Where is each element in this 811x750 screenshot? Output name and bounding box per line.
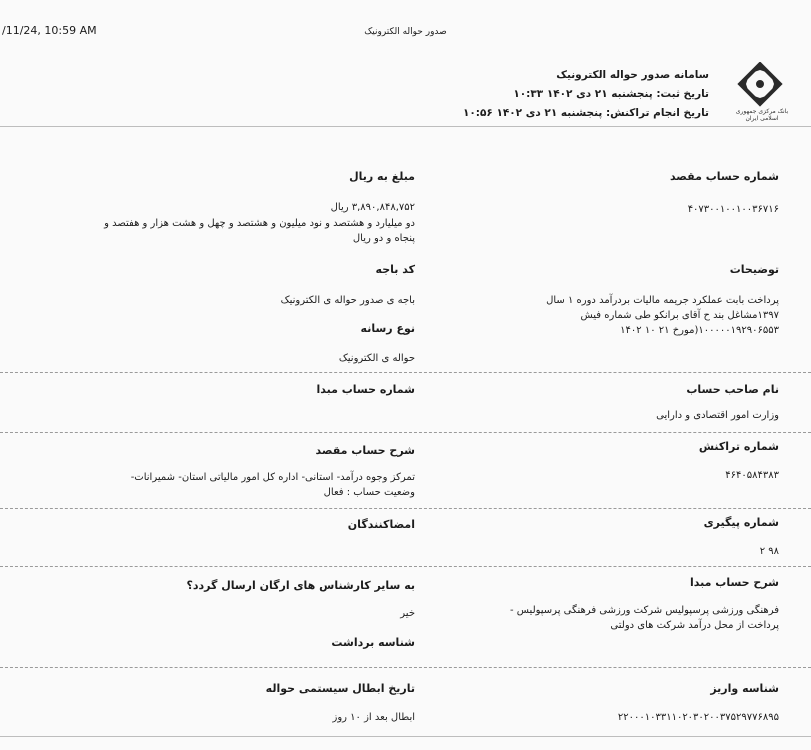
account-owner-value: وزارت امور اقتصادی و دارایی [656, 410, 779, 421]
deposit-id-value: ۲۲۰۰۰۱۰۳۳۱۱۰۲۰۳۰۲۰۰۳۷۵۲۹۷۷۶۸۹۵ [617, 712, 779, 723]
row-divider [0, 508, 811, 509]
amount-label: مبلغ به ریال [349, 170, 415, 183]
system-info [349, 66, 709, 123]
transaction-number-value: ۴۶۴۰۵۸۴۳۸۳ [725, 470, 779, 481]
dest-account-value: ۴۰۷۳۰۰۱۰۰۱۰۰۳۶۷۱۶ [687, 204, 779, 215]
description-label: توضیحات [729, 263, 779, 276]
source-account-desc-value: فرهنگی ورزشی پرسپولیس شرکت ورزشی فرهنگی پرسپولیس - پرداخت از محل درآمد شرکت های دولتی [510, 605, 779, 631]
system-name: سامانه صدور حواله الکترونیک [556, 69, 709, 81]
message-type-label: نوع رسانه [360, 322, 415, 335]
dest-account-desc-label: شرح حساب مقصد [315, 444, 415, 457]
send-to-experts-value: خیر [400, 608, 415, 619]
account-owner-label: نام صاحب حساب [686, 383, 779, 396]
amount-value: ۳,۸۹۰,۸۴۸,۷۵۲ ریال [330, 202, 415, 213]
send-to-experts-label: به سایر کارشناس های ارگان ارسال گردد؟ [186, 579, 415, 592]
description-value: پرداخت بابت عملکرد جریمه مالیات بردرآمد دوره ۱ سال ۱۳۹۷مشاغل بند ح آقای برانکو طی شماره فیش ۱۰۰۰۰۰۱۹۲۹۰۶۵۵۳(مورخ ۲۱ ۱۰ ۱۴۰۲ [546, 295, 779, 336]
row-divider [0, 566, 811, 567]
row-divider [0, 432, 811, 433]
row-divider [0, 372, 811, 373]
signatories-label: امضاکنندگان [347, 518, 415, 531]
dest-account-desc-value: تمرکز وجوه درآمد- استانی- اداره کل امور مالیاتی استان- شمیرانات- وضعیت حساب : فعال [130, 472, 415, 498]
source-account-desc-label: شرح حساب مبدا [690, 576, 779, 589]
branch-code-label: کد باجه [375, 263, 415, 276]
transaction-number-label: شماره تراکنش [698, 440, 779, 453]
footer-divider [0, 736, 811, 737]
print-timestamp: /11/24, 10:59 AM [2, 24, 97, 37]
withdrawal-id-label: شناسه برداشت [331, 636, 415, 649]
amount-words: دو میلیارد و هشتصد و نود میلیون و هشتصد و چهل و هشت هزار و هفتصد و پنجاه و دو ریال [104, 218, 415, 244]
registration-date: تاریخ ثبت: پنجشنبه ۲۱ دی ۱۴۰۲ ۱۰:۳۳ [513, 88, 709, 100]
branch-code-value: باجه ی صدور حواله ی الکترونیک [280, 295, 415, 306]
dest-account-label: شماره حساب مقصد [669, 170, 779, 183]
bank-caption: بانک مرکزی جمهوری اسلامی ایران [735, 108, 789, 122]
tracking-number-label: شماره پیگیری [703, 516, 779, 529]
header-divider [0, 126, 811, 127]
source-account-label: شماره حساب مبدا [316, 383, 415, 396]
tracking-number-value: ۹۸ ۲ [759, 546, 779, 557]
message-type-value: حواله ی الکترونیک [338, 353, 415, 364]
page-title: صدور حواله الکترونیک [364, 27, 447, 37]
expiry-date-label: تاریخ ابطال سیستمی حواله [265, 682, 415, 695]
deposit-id-label: شناسه واریز [710, 682, 779, 695]
transaction-date: تاریخ انجام تراکنش: پنجشنبه ۲۱ دی ۱۴۰۲ ۱۰:۵۶ [462, 107, 709, 119]
row-divider [0, 667, 811, 668]
expiry-date-value: ابطال بعد از ۱۰ روز [332, 712, 415, 723]
